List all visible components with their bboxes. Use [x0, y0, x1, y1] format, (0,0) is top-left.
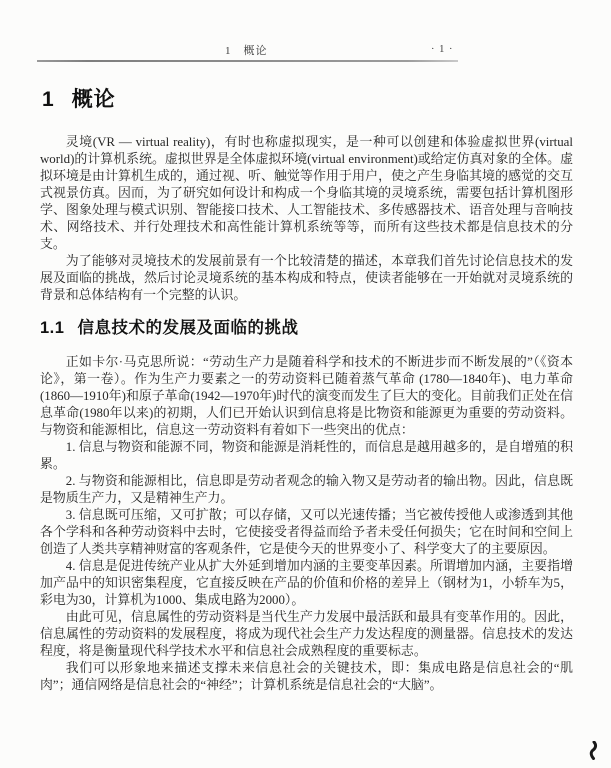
chapter-title [42, 86, 573, 114]
list-item-1: 1. 信息与物资和能源不同，物资和能源是消耗性的，而信息是越用越多的，是自增殖的积累。 [40, 440, 573, 471]
ink-smudge-shape [588, 741, 598, 760]
running-header-title: 1 概论 [225, 45, 268, 57]
page-number: · 1 · [431, 44, 454, 55]
section-lead-paragraph: 正如卡尔·马克思所说：“劳动生产力是随着科学和技术的不断进步而不断发展的”（《资本论》，第一卷）。作为生产力要素之一的劳动资料已随着蒸气革命 (1780—1840年)、电力革命(1860—1910年)和原子革命(1942—1970年)时代的演变而发生了巨大的变化。目前我们正处在信息革命(1980年以来)的初期，人们已开始认识到信息将是比物资和能源更为重要的劳动资料。与物资和能源相比，信息这一劳动资料有着如下一些突出的优点： [40, 355, 573, 437]
closing-paragraph: 我们可以形象地来描述支撑未来信息社会的关键技术，即：集成电路是信息社会的“肌肉”；通信网络是信息社会的“神经”；计算机系统是信息社会的“大脑”。 [40, 661, 573, 692]
running-header [37, 41, 457, 59]
section-number: 1.1 [40, 319, 65, 337]
ink-smudge-artifact [588, 741, 598, 760]
section-1-1-title [40, 317, 573, 339]
list-item-2: 2. 与物资和能源相比，信息即是劳动者观念的输入物又是劳动者的输出物。因此，信息既是物质生产力，又是精神生产力。 [40, 474, 573, 505]
chapter-title-text: 概论 [71, 88, 116, 111]
intro-paragraph-2: 为了能够对灵境技术的发展前景有一个比较清楚的描述，本章我们首先讨论信息技术的发展及面临的挑战，然后讨论灵境系统的基本构成和特点，使读者能够在一开始就对灵境系统的背景和总体结构有一个完整的认识。 [40, 254, 573, 302]
conclusion-paragraph: 由此可见，信息属性的劳动资料是当代生产力发展中最活跃和最具有变革作用的。因此，信息属性的劳动资料的发展程度，将成为现代社会生产力发达程度的测量器。信息技术的发达程度，将是衡量现代科学技术水平和信息社会成熟程度的重要标志。 [40, 610, 573, 658]
section-title-text: 信息技术的发展及面临的挑战 [77, 319, 299, 337]
list-item-4: 4. 信息是促进传统产业从扩大外延到增加内涵的主要变革因素。所谓增加内涵，主要指增加产品中的知识密集程度，它直接反映在产品的价值和价格的差异上（钢材为1，小轿车为5，彩电为30，计算机为1000、集成电路为2000）。 [40, 559, 573, 607]
chapter-number: 1 [42, 88, 55, 111]
list-item-3: 3. 信息既可压缩，又可扩散；可以存储，又可以光速传播；当它被传授他人或渗透到其他各个学科和各种劳动资料中去时，它使接受者得益而给予者未受任何损失；它在时间和空间上创造了人类共享精神财富的客观条件，它是使今天的世界变小了、科学变大了的主要原因。 [40, 508, 573, 556]
intro-paragraph-1: 灵境(VR — virtual reality)，有时也称虚拟现实，是一种可以创建和体验虚拟世界(virtual world)的计算机系统。虚拟世界是全体虚拟环境(virtual environment)或给定仿真对象的全体。虚拟环境是由计算机生成的，通过视、听、触觉等作用于用户，使之产生身临其境的感觉的交互式视景仿真。因而，为了研究如何设计和构成一个身临其境的灵境系统，需要包括计算机图形学、图象处理与模式识别、智能接口技术、人工智能技术、多传感器技术、语音处理与音响技术、网络技术、并行处理技术和高性能计算机系统等等，而所有这些技术都是信息技术的分支。 [40, 135, 573, 251]
header-rule-line [37, 60, 458, 62]
page-content [40, 86, 573, 694]
